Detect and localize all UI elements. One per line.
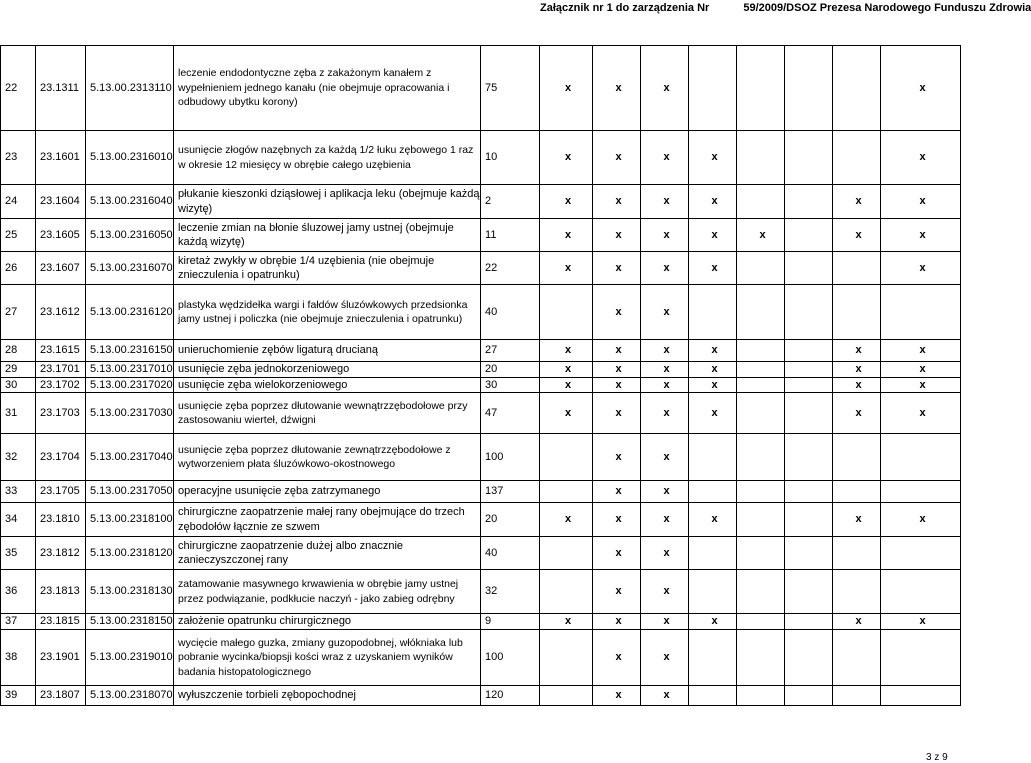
row-number: 34 [1, 503, 36, 537]
marker-cell [785, 185, 833, 219]
marker-cell: x [833, 219, 881, 252]
marker-cell: x [881, 185, 961, 219]
marker-cell [785, 46, 833, 131]
row-number: 38 [1, 630, 36, 686]
row-number: 31 [1, 393, 36, 434]
marker-cell: x [593, 537, 641, 570]
marker-cell: x [593, 131, 641, 185]
marker-cell: x [641, 537, 689, 570]
marker-cell [833, 570, 881, 614]
marker-cell: x [689, 393, 737, 434]
marker-cell [737, 434, 785, 481]
marker-cell: x [881, 393, 961, 434]
marker-cell: x [833, 185, 881, 219]
table-row [1, 614, 961, 630]
marker-cell: x [689, 503, 737, 537]
procedure-code: 23.1607 [36, 252, 86, 285]
marker-cell [833, 481, 881, 503]
marker-cell [785, 686, 833, 706]
marker-cell [785, 131, 833, 185]
marker-cell [737, 630, 785, 686]
procedure-description: usunięcie zęba poprzez dłutowanie wewnątrzzębodołowe przy zastosowaniu wierteł, dźwigni [174, 393, 481, 434]
marker-cell: x [641, 393, 689, 434]
row-number: 33 [1, 481, 36, 503]
marker-cell: x [593, 614, 641, 630]
point-value: 137 [481, 481, 540, 503]
procedure-code: 23.1702 [36, 377, 86, 393]
procedure-code: 23.1601 [36, 131, 86, 185]
marker-cell: x [689, 185, 737, 219]
marker-cell: x [689, 362, 737, 378]
marker-cell [737, 362, 785, 378]
marker-cell: x [833, 362, 881, 378]
marker-cell: x [881, 503, 961, 537]
marker-cell: x [833, 614, 881, 630]
row-number: 24 [1, 185, 36, 219]
marker-cell [833, 537, 881, 570]
row-number: 22 [1, 46, 36, 131]
marker-cell: x [540, 340, 593, 362]
marker-cell [737, 252, 785, 285]
marker-cell: x [689, 614, 737, 630]
table-row [1, 393, 961, 434]
marker-cell: x [833, 340, 881, 362]
marker-cell: x [641, 503, 689, 537]
marker-cell: x [540, 393, 593, 434]
table-row [1, 362, 961, 378]
procedure-description: usunięcie zęba jednokorzeniowego [174, 362, 481, 378]
marker-cell: x [641, 131, 689, 185]
marker-cell [737, 285, 785, 340]
row-number: 30 [1, 377, 36, 393]
header-part2: 59/2009/DSOZ Prezesa Narodowego Funduszu Zdrowia [743, 2, 1031, 14]
marker-cell [881, 686, 961, 706]
row-number: 35 [1, 537, 36, 570]
marker-cell: x [593, 481, 641, 503]
table-row [1, 377, 961, 393]
marker-cell [785, 393, 833, 434]
marker-cell [785, 252, 833, 285]
marker-cell: x [689, 131, 737, 185]
marker-cell: x [540, 131, 593, 185]
marker-cell: x [881, 362, 961, 378]
table-row [1, 686, 961, 706]
marker-cell [785, 434, 833, 481]
marker-cell [540, 434, 593, 481]
marker-cell: x [593, 252, 641, 285]
procedure-code: 23.1615 [36, 340, 86, 362]
icd-code: 5.13.00.2318150 [86, 614, 174, 630]
point-value: 22 [481, 252, 540, 285]
point-value: 120 [481, 686, 540, 706]
icd-code: 5.13.00.2317010 [86, 362, 174, 378]
procedure-code: 23.1815 [36, 614, 86, 630]
procedure-code: 23.1311 [36, 46, 86, 131]
marker-cell [689, 630, 737, 686]
marker-cell: x [593, 686, 641, 706]
marker-cell: x [593, 46, 641, 131]
marker-cell [785, 285, 833, 340]
procedure-description: operacyjne usunięcie zęba zatrzymanego [174, 481, 481, 503]
marker-cell: x [689, 340, 737, 362]
marker-cell [540, 686, 593, 706]
procedure-description: zatamowanie masywnego krwawienia w obrębie jamy ustnej przez podwiązanie, podkłucie naczyń - jako zabieg odrębny [174, 570, 481, 614]
marker-cell [540, 570, 593, 614]
marker-cell [540, 285, 593, 340]
marker-cell [737, 503, 785, 537]
marker-cell [737, 393, 785, 434]
marker-cell [737, 131, 785, 185]
procedure-description: usunięcie złogów nazębnych za każdą 1/2 łuku zębowego 1 raz w okresie 12 miesięcy w obrębie całego uzębienia [174, 131, 481, 185]
marker-cell [833, 434, 881, 481]
procedure-code: 23.1901 [36, 630, 86, 686]
marker-cell [881, 630, 961, 686]
icd-code: 5.13.00.2316120 [86, 285, 174, 340]
marker-cell: x [641, 614, 689, 630]
marker-cell [737, 614, 785, 630]
icd-code: 5.13.00.2316070 [86, 252, 174, 285]
point-value: 2 [481, 185, 540, 219]
icd-code: 5.13.00.2317030 [86, 393, 174, 434]
table-row [1, 285, 961, 340]
icd-code: 5.13.00.2317020 [86, 377, 174, 393]
marker-cell [737, 537, 785, 570]
marker-cell: x [833, 377, 881, 393]
icd-code: 5.13.00.2319010 [86, 630, 174, 686]
point-value: 30 [481, 377, 540, 393]
marker-cell: x [881, 614, 961, 630]
marker-cell [785, 362, 833, 378]
marker-cell [833, 46, 881, 131]
marker-cell [540, 630, 593, 686]
icd-code: 5.13.00.2316050 [86, 219, 174, 252]
procedure-description: unieruchomienie zębów ligaturą drucianą [174, 340, 481, 362]
point-value: 20 [481, 503, 540, 537]
table-row [1, 537, 961, 570]
marker-cell: x [593, 393, 641, 434]
marker-cell: x [641, 46, 689, 131]
marker-cell: x [881, 377, 961, 393]
marker-cell [737, 340, 785, 362]
table-row [1, 570, 961, 614]
procedure-code: 23.1807 [36, 686, 86, 706]
marker-cell [737, 46, 785, 131]
marker-cell [785, 340, 833, 362]
marker-cell: x [540, 377, 593, 393]
marker-cell: x [641, 219, 689, 252]
marker-cell [689, 46, 737, 131]
marker-cell [785, 481, 833, 503]
marker-cell: x [593, 185, 641, 219]
marker-cell: x [540, 46, 593, 131]
marker-cell: x [881, 340, 961, 362]
marker-cell: x [833, 503, 881, 537]
point-value: 20 [481, 362, 540, 378]
marker-cell [785, 537, 833, 570]
row-number: 23 [1, 131, 36, 185]
marker-cell [540, 481, 593, 503]
row-number: 37 [1, 614, 36, 630]
marker-cell: x [881, 252, 961, 285]
point-value: 47 [481, 393, 540, 434]
row-number: 27 [1, 285, 36, 340]
procedure-description: kiretaż zwykły w obrębie 1/4 uzębienia (nie obejmuje znieczulenia i opatrunku) [174, 252, 481, 285]
marker-cell: x [689, 377, 737, 393]
point-value: 9 [481, 614, 540, 630]
page-number: 3 z 9 [926, 752, 948, 763]
point-value: 40 [481, 285, 540, 340]
icd-code: 5.13.00.2313110 [86, 46, 174, 131]
row-number: 29 [1, 362, 36, 378]
procedure-code: 23.1704 [36, 434, 86, 481]
procedure-description: usunięcie zęba poprzez dłutowanie zewnątrzzębodołowe z wytworzeniem płata śluzówkowo-okostnowego [174, 434, 481, 481]
marker-cell [737, 481, 785, 503]
marker-cell [689, 570, 737, 614]
marker-cell: x [641, 185, 689, 219]
marker-cell: x [593, 340, 641, 362]
marker-cell: x [641, 340, 689, 362]
icd-code: 5.13.00.2318070 [86, 686, 174, 706]
icd-code: 5.13.00.2317050 [86, 481, 174, 503]
marker-cell: x [593, 630, 641, 686]
marker-cell: x [833, 393, 881, 434]
procedure-code: 23.1612 [36, 285, 86, 340]
icd-code: 5.13.00.2316150 [86, 340, 174, 362]
marker-cell [785, 377, 833, 393]
marker-cell: x [593, 362, 641, 378]
marker-cell [785, 219, 833, 252]
procedure-description: wycięcie małego guzka, zmiany guzopodobnej, włókniaka lub pobranie wycinka/biopsji kości wraz z uzyskaniem wyników badania histopatologicznego [174, 630, 481, 686]
row-number: 39 [1, 686, 36, 706]
header-part1: Załącznik nr 1 do zarządzenia Nr [540, 2, 710, 14]
point-value: 10 [481, 131, 540, 185]
icd-code: 5.13.00.2318130 [86, 570, 174, 614]
procedure-description: chirurgiczne zaopatrzenie dużej albo znacznie zanieczyszczonej rany [174, 537, 481, 570]
table-row [1, 503, 961, 537]
marker-cell: x [641, 630, 689, 686]
marker-cell [737, 686, 785, 706]
marker-cell: x [641, 686, 689, 706]
procedure-code: 23.1813 [36, 570, 86, 614]
row-number: 26 [1, 252, 36, 285]
row-number: 32 [1, 434, 36, 481]
marker-cell: x [641, 570, 689, 614]
procedure-code: 23.1605 [36, 219, 86, 252]
marker-cell [689, 285, 737, 340]
marker-cell [833, 252, 881, 285]
point-value: 27 [481, 340, 540, 362]
table-row [1, 434, 961, 481]
marker-cell [737, 377, 785, 393]
marker-cell [881, 570, 961, 614]
marker-cell [785, 614, 833, 630]
icd-code: 5.13.00.2316040 [86, 185, 174, 219]
point-value: 11 [481, 219, 540, 252]
marker-cell [689, 481, 737, 503]
procedure-description: plastyka wędzidełka wargi i fałdów śluzówkowych przedsionka jamy ustnej i policzka (nie obejmuje znieczulenia i opatrunku) [174, 285, 481, 340]
point-value: 40 [481, 537, 540, 570]
marker-cell: x [540, 362, 593, 378]
table-row [1, 340, 961, 362]
marker-cell: x [641, 481, 689, 503]
marker-cell [833, 285, 881, 340]
marker-cell [737, 185, 785, 219]
marker-cell: x [540, 503, 593, 537]
marker-cell: x [881, 131, 961, 185]
table-row [1, 185, 961, 219]
marker-cell: x [593, 503, 641, 537]
row-number: 25 [1, 219, 36, 252]
table-row [1, 630, 961, 686]
marker-cell: x [540, 614, 593, 630]
marker-cell [881, 481, 961, 503]
marker-cell: x [593, 570, 641, 614]
procedure-description: leczenie zmian na błonie śluzowej jamy ustnej (obejmuje każdą wizytę) [174, 219, 481, 252]
point-value: 75 [481, 46, 540, 131]
point-value: 100 [481, 630, 540, 686]
procedure-code: 23.1705 [36, 481, 86, 503]
row-number: 36 [1, 570, 36, 614]
row-number: 28 [1, 340, 36, 362]
marker-cell: x [641, 285, 689, 340]
icd-code: 5.13.00.2318120 [86, 537, 174, 570]
table-row [1, 481, 961, 503]
procedures-table [0, 45, 961, 706]
table-row [1, 219, 961, 252]
marker-cell: x [593, 434, 641, 481]
marker-cell [785, 630, 833, 686]
marker-cell: x [881, 219, 961, 252]
marker-cell: x [641, 434, 689, 481]
marker-cell: x [689, 252, 737, 285]
marker-cell: x [540, 219, 593, 252]
procedure-description: leczenie endodontyczne zęba z zakażonym kanałem z wypełnieniem jednego kanału (nie obejmuje opracowania i odbudowy ubytku korony) [174, 46, 481, 131]
marker-cell: x [540, 185, 593, 219]
marker-cell: x [881, 46, 961, 131]
marker-cell [689, 434, 737, 481]
marker-cell: x [593, 285, 641, 340]
marker-cell [881, 285, 961, 340]
marker-cell [737, 570, 785, 614]
marker-cell [689, 686, 737, 706]
table-row [1, 131, 961, 185]
procedure-code: 23.1701 [36, 362, 86, 378]
marker-cell [833, 630, 881, 686]
procedure-description: płukanie kieszonki dziąsłowej i aplikacja leku (obejmuje każdą wizytę) [174, 185, 481, 219]
procedure-code: 23.1703 [36, 393, 86, 434]
icd-code: 5.13.00.2318100 [86, 503, 174, 537]
point-value: 100 [481, 434, 540, 481]
procedure-description: założenie opatrunku chirurgicznego [174, 614, 481, 630]
marker-cell: x [593, 377, 641, 393]
marker-cell [881, 537, 961, 570]
marker-cell: x [593, 219, 641, 252]
marker-cell [833, 686, 881, 706]
marker-cell: x [641, 362, 689, 378]
marker-cell: x [641, 377, 689, 393]
marker-cell: x [689, 219, 737, 252]
procedure-code: 23.1812 [36, 537, 86, 570]
marker-cell: x [737, 219, 785, 252]
marker-cell [881, 434, 961, 481]
table-row [1, 252, 961, 285]
table-row [1, 46, 961, 131]
procedure-code: 23.1810 [36, 503, 86, 537]
marker-cell [785, 570, 833, 614]
procedure-code: 23.1604 [36, 185, 86, 219]
page-header [540, 2, 1031, 14]
point-value: 32 [481, 570, 540, 614]
marker-cell: x [641, 252, 689, 285]
marker-cell [833, 131, 881, 185]
marker-cell [785, 503, 833, 537]
procedure-description: wyłuszczenie torbieli zębopochodnej [174, 686, 481, 706]
marker-cell [540, 537, 593, 570]
marker-cell: x [540, 252, 593, 285]
icd-code: 5.13.00.2317040 [86, 434, 174, 481]
procedure-description: usunięcie zęba wielokorzeniowego [174, 377, 481, 393]
procedure-description: chirurgiczne zaopatrzenie małej rany obejmujące do trzech zębodołów łącznie ze szwem [174, 503, 481, 537]
icd-code: 5.13.00.2316010 [86, 131, 174, 185]
marker-cell [689, 537, 737, 570]
